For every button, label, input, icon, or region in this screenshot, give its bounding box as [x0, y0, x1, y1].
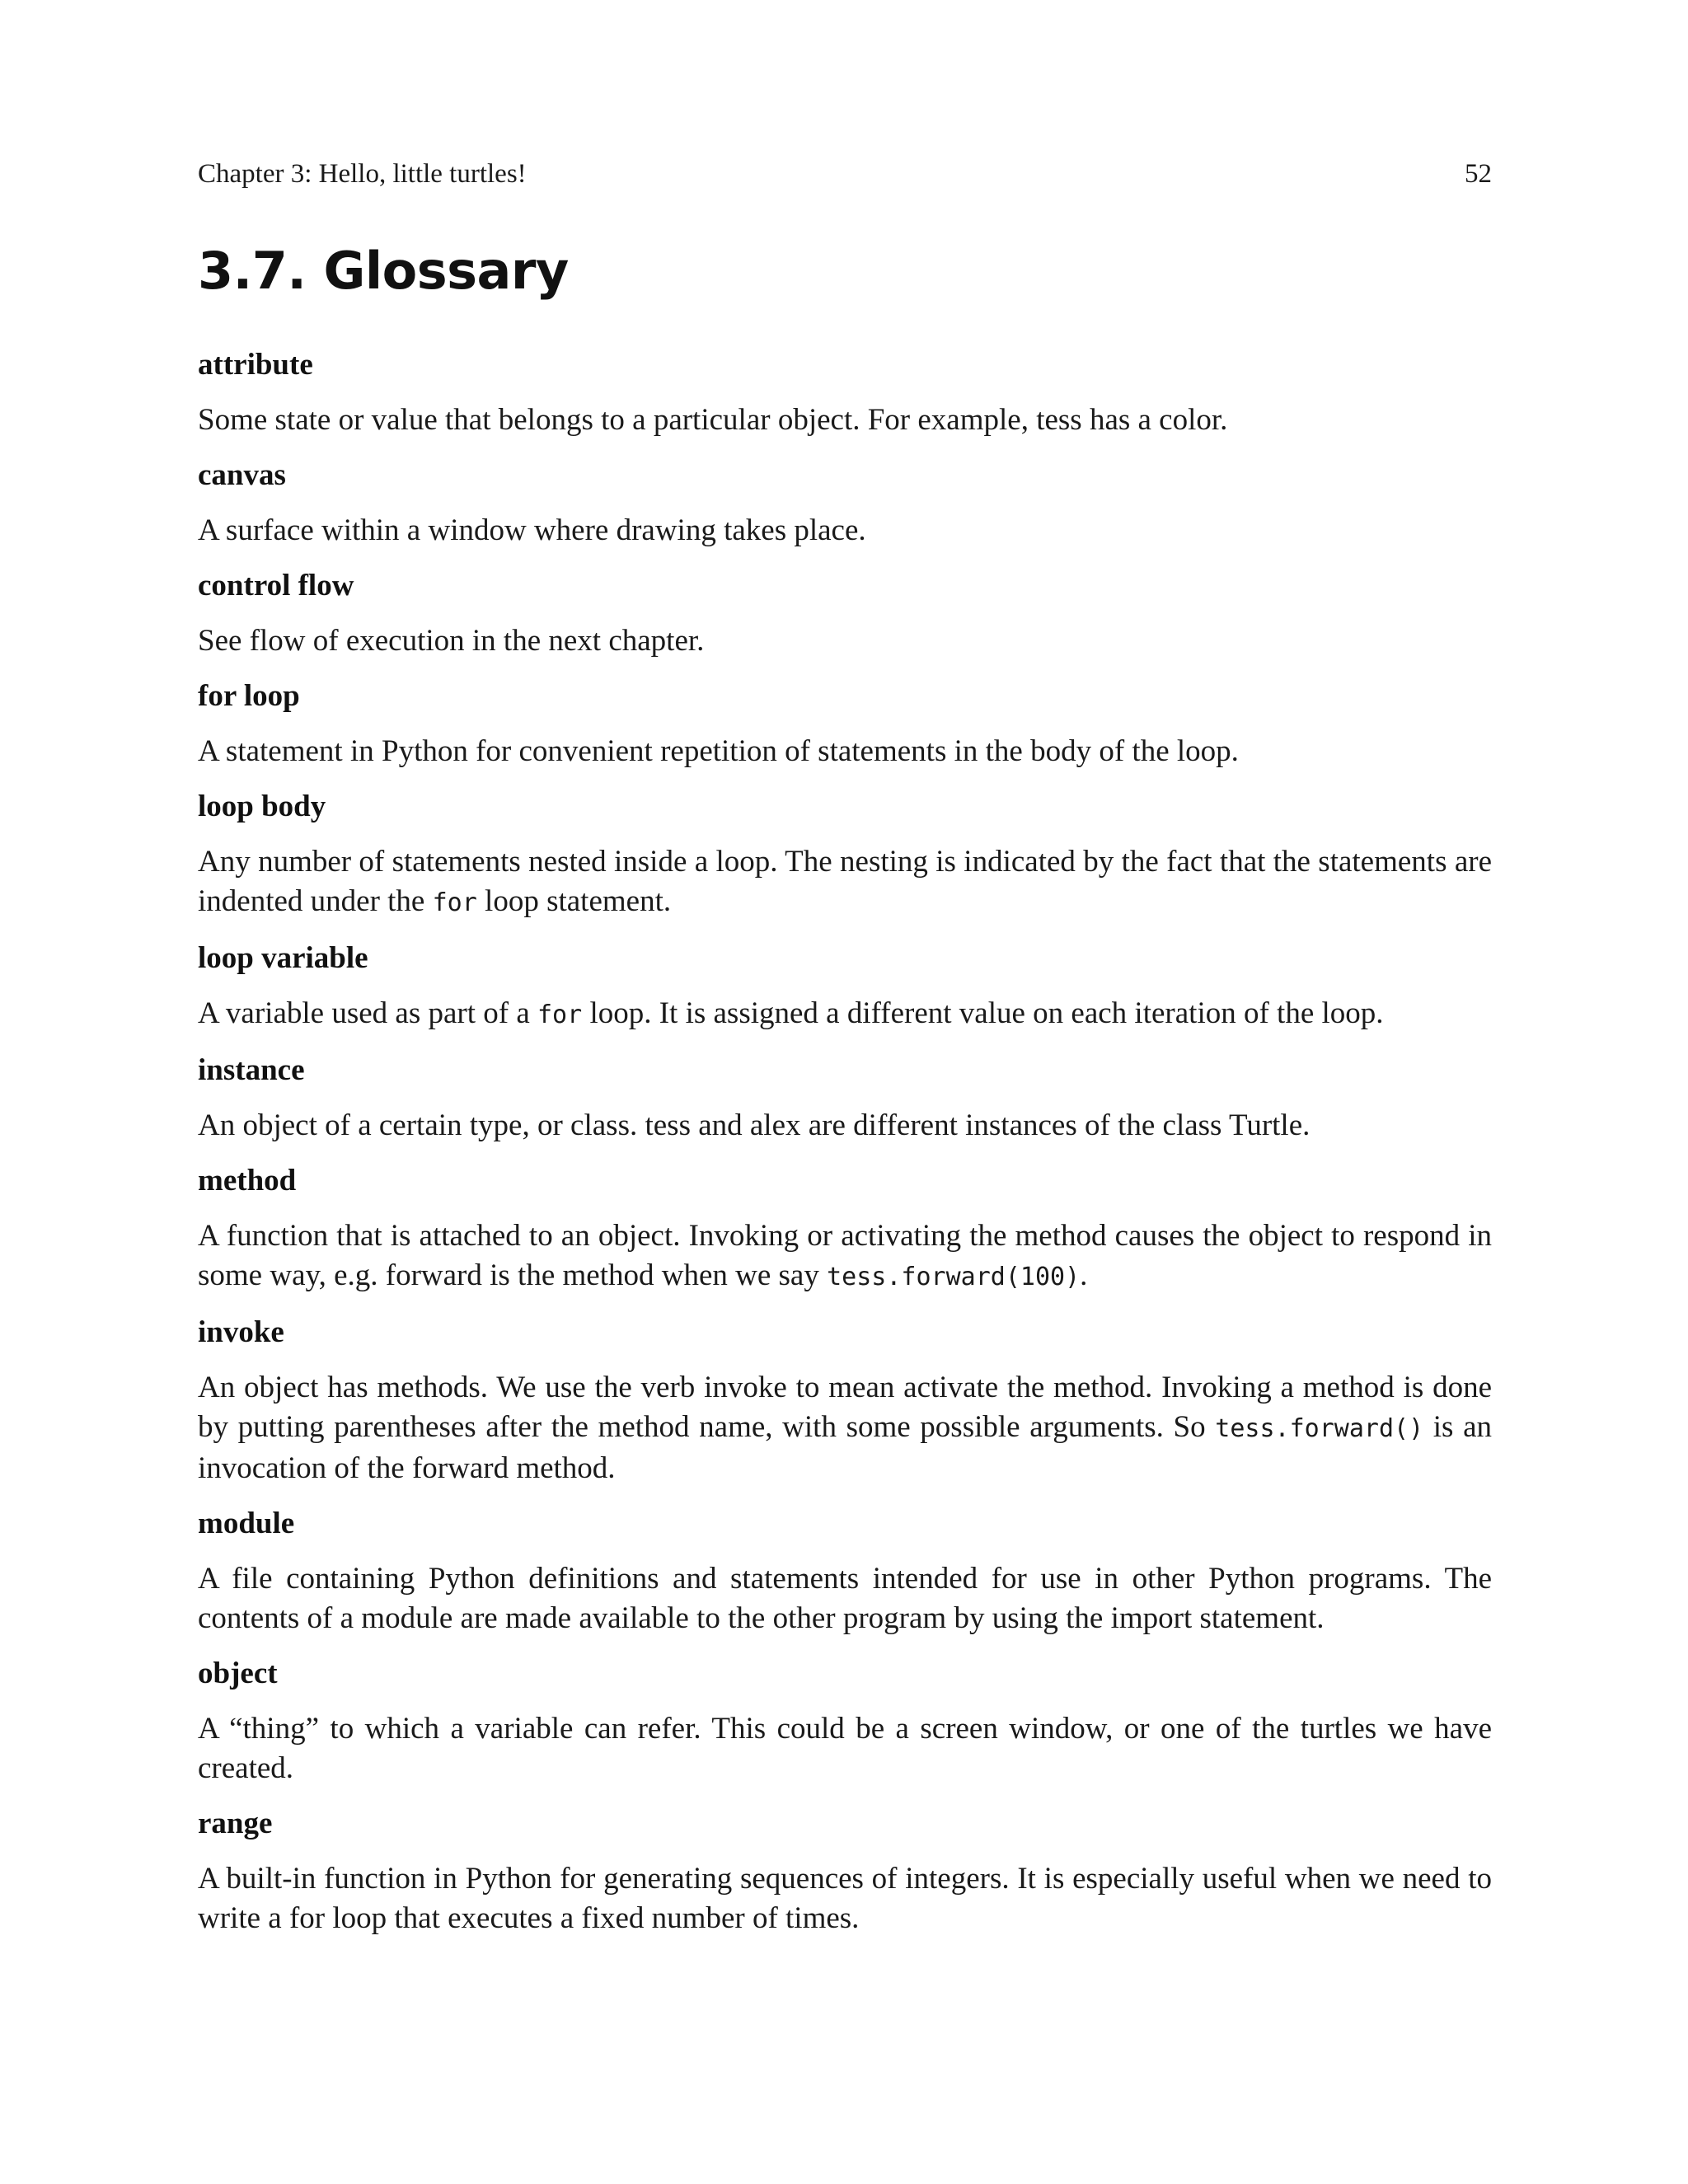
glossary-definition	[198, 842, 1492, 923]
glossary-term: range	[198, 1807, 273, 1840]
glossary-term: invoke	[198, 1315, 284, 1349]
glossary-definition	[198, 1709, 1492, 1788]
glossary-entry	[198, 676, 1492, 771]
running-header	[198, 155, 1492, 193]
glossary-entry	[198, 1803, 1492, 1938]
definition-text: See flow of execution in the next chapter.	[198, 624, 705, 658]
definition-text: An object has methods. We use the verb invoke to mean activate the method. Invoking a method is done by putting parentheses after the method name, with some possible arguments. So	[198, 1371, 1492, 1444]
glossary-entry	[198, 1503, 1492, 1638]
glossary-entry	[198, 786, 1492, 923]
inline-code: for	[432, 888, 477, 917]
glossary-definition	[198, 401, 1492, 440]
glossary-entry	[198, 455, 1492, 551]
chapter-title: Chapter 3: Hello, little turtles!	[198, 159, 527, 189]
glossary-term: loop variable	[198, 941, 368, 975]
definition-text: A variable used as part of a	[198, 996, 537, 1030]
definition-text: is an invocation of the forward method.	[198, 1410, 1493, 1485]
glossary-definition	[198, 1559, 1492, 1638]
glossary-list	[198, 344, 1492, 1953]
glossary-entry	[198, 1312, 1492, 1488]
glossary-entry	[198, 344, 1492, 440]
glossary-term: canvas	[198, 458, 286, 492]
inline-code: tess.forward()	[1215, 1414, 1424, 1443]
glossary-term: for loop	[198, 679, 300, 713]
glossary-entry	[198, 938, 1492, 1035]
definition-text: A surface within a window where drawing takes place.	[198, 513, 866, 547]
glossary-term: instance	[198, 1053, 305, 1087]
inline-code: tess.forward(100)	[827, 1263, 1081, 1291]
glossary-definition	[198, 1106, 1492, 1146]
glossary-term: loop body	[198, 790, 326, 823]
definition-text: .	[1080, 1258, 1088, 1292]
glossary-entry	[198, 1160, 1492, 1297]
definition-text: An object of a certain type, or class. tess and alex are different instances of the class Turtle.	[198, 1108, 1311, 1142]
glossary-definition	[198, 1216, 1492, 1297]
definition-text: A statement in Python for convenient repetition of statements in the body of the loop.	[198, 734, 1239, 768]
definition-text: Any number of statements nested inside a loop. The nesting is indicated by the fact that the statements are indented under the	[198, 845, 1492, 918]
inline-code: for	[537, 1001, 583, 1029]
page-number: 52	[1465, 159, 1492, 189]
glossary-definition	[198, 994, 1492, 1035]
section-title: 3.7. Glossary	[198, 241, 569, 301]
glossary-entry	[198, 1653, 1492, 1788]
glossary-definition	[198, 511, 1492, 551]
glossary-definition	[198, 1368, 1492, 1488]
glossary-term: object	[198, 1657, 278, 1690]
definition-text: A file containing Python definitions and statements intended for use in other Python programs. The contents of a module are made available to the other program by using the import statement.	[198, 1562, 1492, 1635]
glossary-term: attribute	[198, 348, 313, 382]
definition-text: A “thing” to which a variable can refer. This could be a screen window, or one of the turtles we have created.	[198, 1712, 1492, 1785]
glossary-definition	[198, 732, 1492, 771]
glossary-definition	[198, 1859, 1492, 1938]
glossary-term: control flow	[198, 569, 354, 602]
definition-text: A built-in function in Python for generating sequences of integers. It is especially useful when we need to write a for loop that executes a fixed number of times.	[198, 1862, 1492, 1935]
definition-text: Some state or value that belongs to a particular object. For example, tess has a color.	[198, 403, 1228, 437]
glossary-term: module	[198, 1507, 295, 1540]
glossary-definition	[198, 621, 1492, 661]
glossary-entry	[198, 565, 1492, 661]
definition-text: A function that is attached to an object. Invoking or activating the method causes the object to respond in some way, e.g. forward is the method when we say	[198, 1219, 1492, 1292]
glossary-term: method	[198, 1164, 297, 1197]
book-page	[198, 0, 1492, 2184]
glossary-entry	[198, 1050, 1492, 1146]
definition-text: loop statement.	[476, 884, 672, 918]
definition-text: loop. It is assigned a different value on each iteration of the loop.	[582, 996, 1384, 1030]
